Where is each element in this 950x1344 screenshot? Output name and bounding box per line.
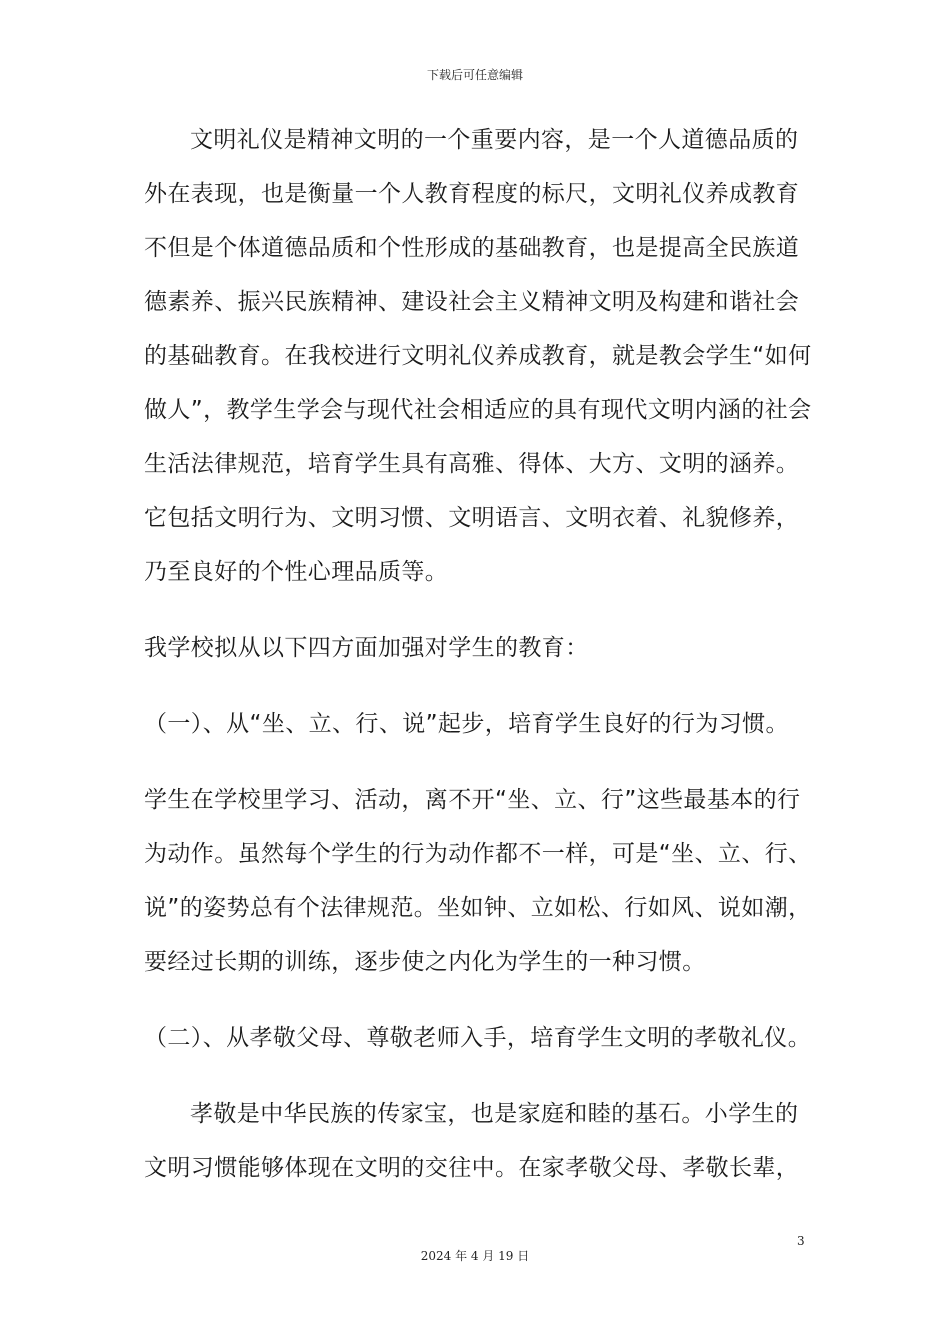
section-heading: （二）、从孝敬父母、尊敬老师入手，培育学生文明的孝敬礼仪。 [144, 1025, 812, 1051]
text-line: 文明习惯能够体现在文明的交往中。在家孝敬父母、孝敬长辈， [144, 1155, 800, 1181]
text-line: 乃至良好的个性心理品质等。 [144, 559, 449, 585]
text-line: 的基础教育。在我校进行文明礼仪养成教育，就是教会学生“如何 [144, 343, 812, 369]
text-line: 不但是个体道德品质和个性形成的基础教育，也是提高全民族道 [144, 235, 800, 261]
text-line: 外在表现，也是衡量一个人教育程度的标尺，文明礼仪养成教育 [144, 181, 800, 207]
text-line: 要经过长期的训练，逐步使之内化为学生的一种习惯。 [144, 949, 706, 975]
text-line: 德素养、振兴民族精神、建设社会主义精神文明及构建和谐社会 [144, 289, 800, 315]
text-line: 孝敬是中华民族的传家宝，也是家庭和睦的基石。小学生的 [190, 1101, 799, 1127]
page-header: 下载后可任意编辑 [426, 68, 523, 82]
text-line: 生活法律规范，培育学生具有高雅、得体、大方、文明的涵养。 [144, 451, 800, 477]
text-line: 学生在学校里学习、活动，离不开“坐、立、行”这些最基本的行 [144, 787, 801, 813]
text-line: 我学校拟从以下四方面加强对学生的教育： [144, 635, 589, 661]
text-line: 文明礼仪是精神文明的一个重要内容，是一个人道德品质的 [190, 127, 799, 153]
section-heading: （一）、从“坐、立、行、说”起步，培育学生良好的行为习惯。 [144, 711, 789, 737]
page-number: 3 [797, 1234, 805, 1248]
text-line: 做人”，教学生学会与现代社会相适应的具有现代文明内涵的社会 [144, 397, 812, 423]
text-line: 为动作。虽然每个学生的行为动作都不一样，可是“坐、立、行、 [144, 841, 812, 867]
text-line: 说”的姿势总有个法律规范。坐如钟、立如松、行如风、说如潮， [144, 895, 812, 921]
text-line: 它包括文明行为、文明习惯、文明语言、文明衣着、礼貌修养， [144, 505, 800, 531]
page-footer-date: 2024 年 4 月 19 日 [420, 1249, 530, 1263]
